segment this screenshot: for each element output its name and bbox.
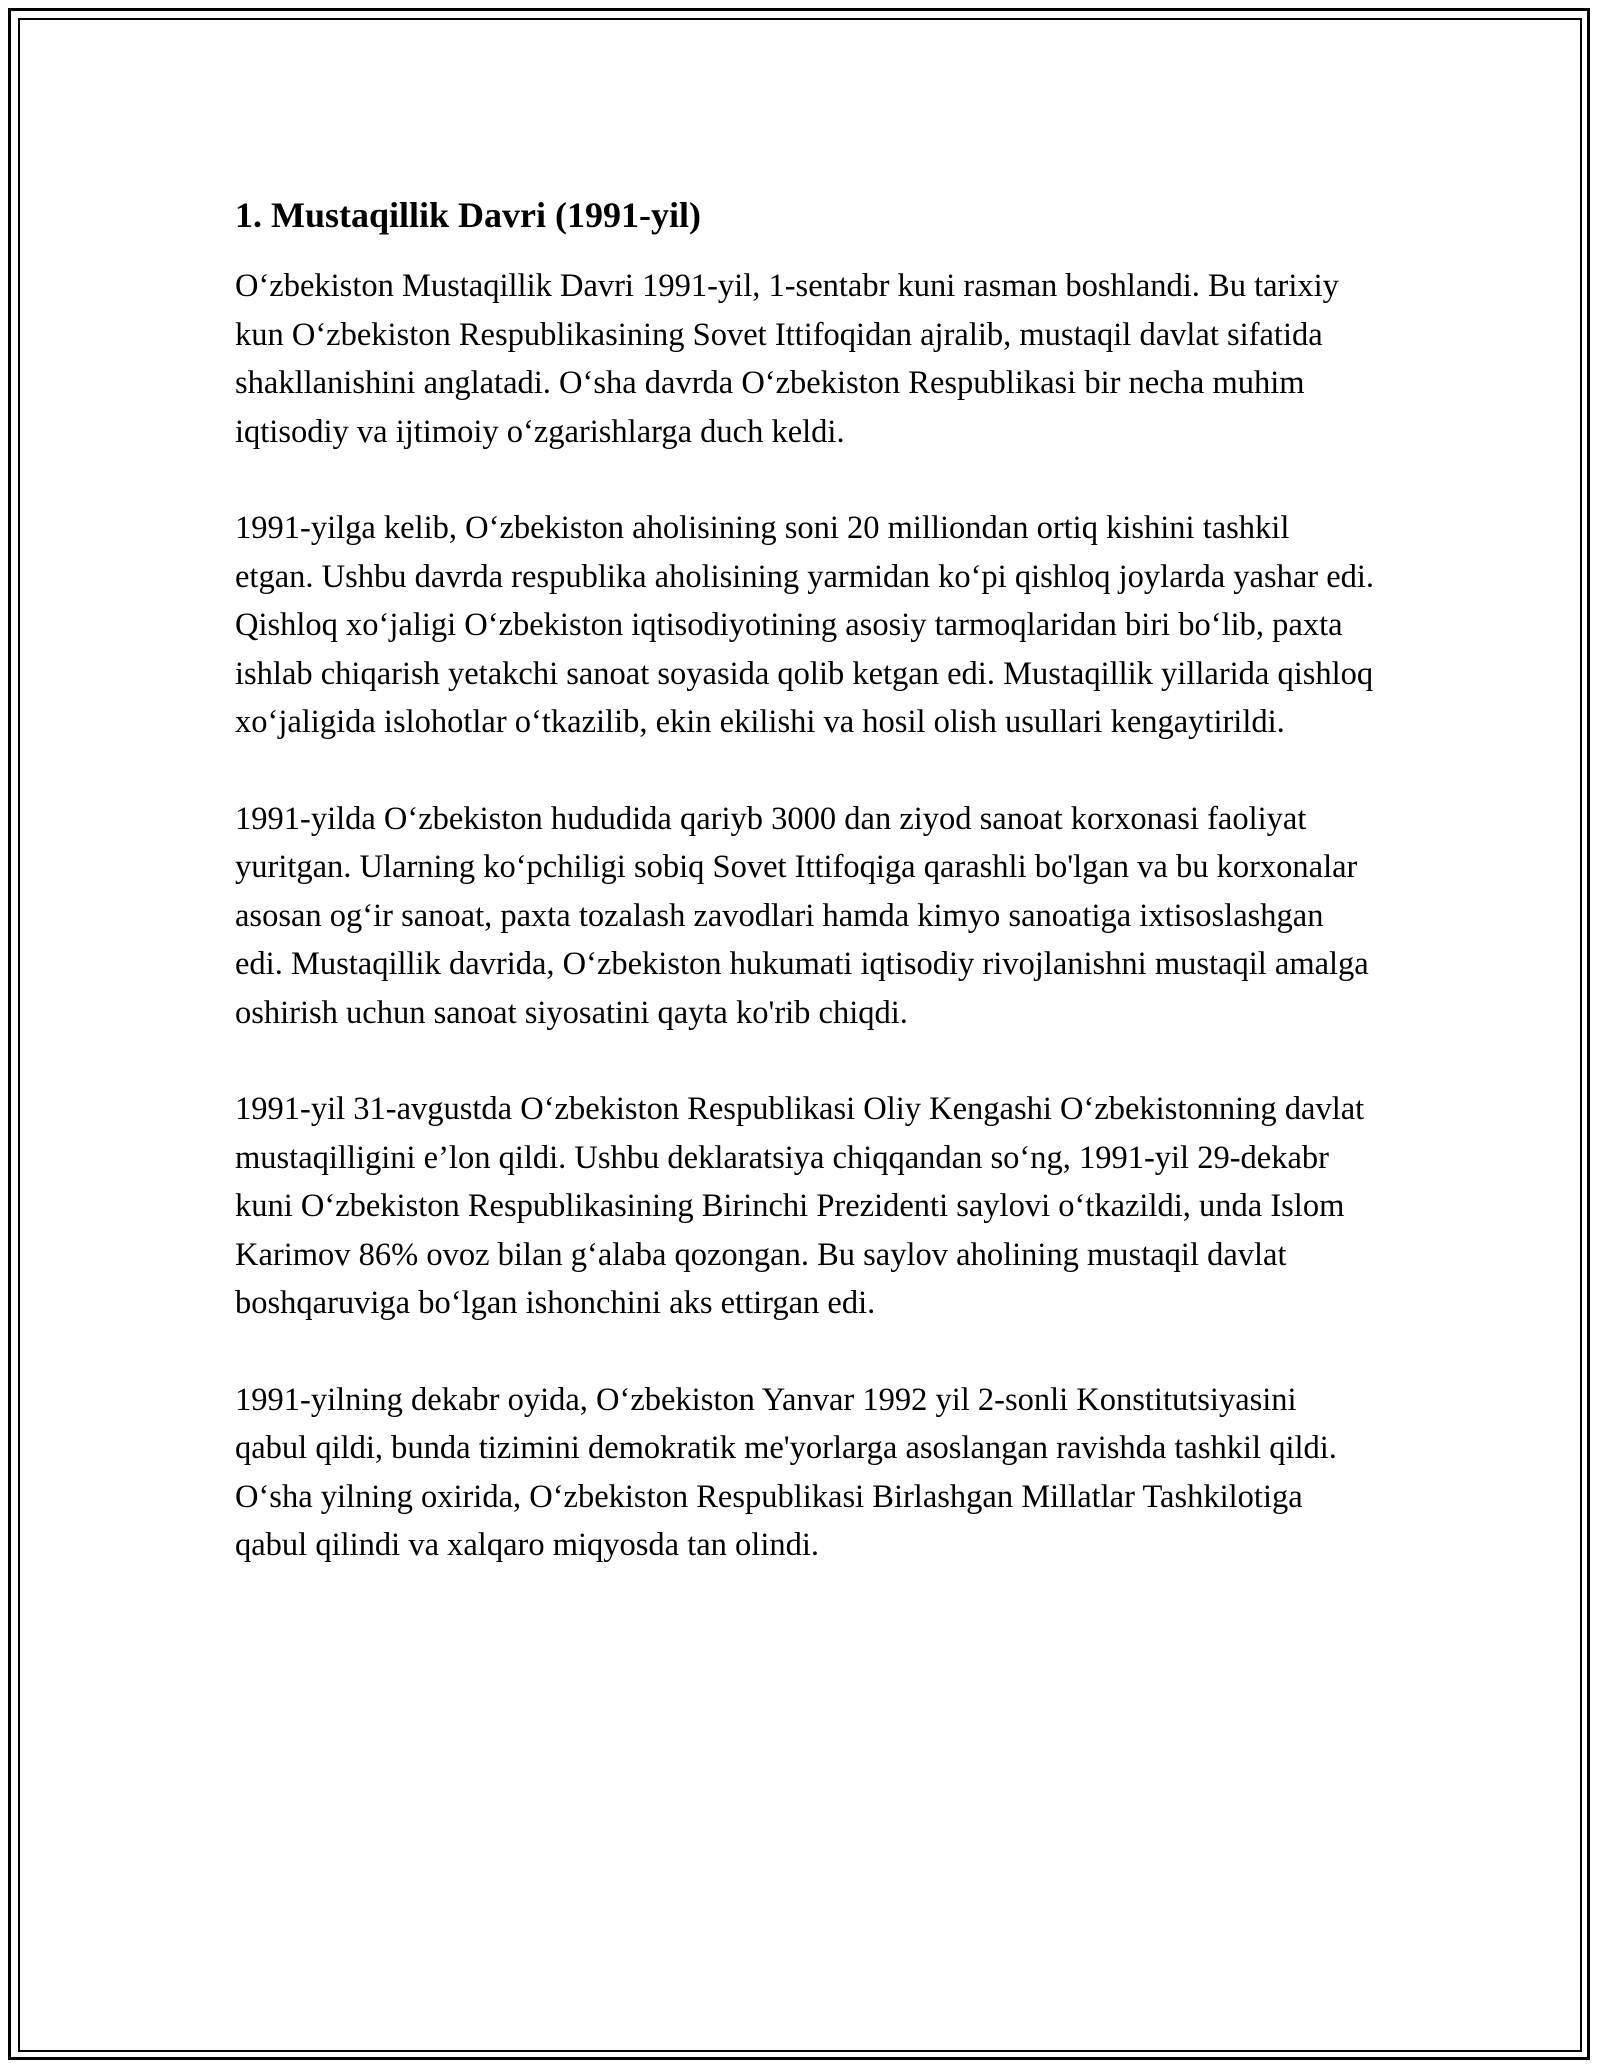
- paragraph-1: O‘zbekiston Mustaqillik Davri 1991-yil, 1-sentabr kuni rasman boshlandi. Bu tarixiy kun O‘zbekiston Respublikasining Sovet Ittifoqidan ajralib, mustaqil davlat sifatida shakllanishini anglatadi. O‘sha davrda O‘zbekiston Respublikasi bir necha muhim iqtisodiy va ijtimoiy o‘zgarishlarga duch keldi.: [235, 268, 1339, 450]
- document-body: [235, 190, 1375, 1618]
- paragraph-5: 1991-yilning dekabr oyida, O‘zbekiston Yanvar 1992 yil 2-sonli Konstitutsiyasini qabul qildi, bunda tizimini demokratik me'yorlarga asoslangan ravishda tashkil qildi. O‘sha yilning oxirida, O‘zbekiston Respublikasi Birlashgan Millatlar Tashkilotiga qabul qilindi va xalqaro miqyosda tan olindi.: [235, 1381, 1337, 1563]
- paragraph-2: 1991-yilga kelib, O‘zbekiston aholisining soni 20 milliondan ortiq kishini tashkil etgan. Ushbu davrda respublika aholisining yarmidan ko‘pi qishloq joylarda yashar edi. Qishloq xo‘jaligi O‘zbekiston iqtisodiyotining asosiy tarmoqlaridan biri bo‘lib, paxta ishlab chiqarish yetakchi sanoat soyasida qolib ketgan edi. Mustaqillik yillarida qishloq xo‘jaligida islohotlar o‘tkazilib, ekin ekilishi va hosil olish usullari kengaytirildi.: [235, 510, 1375, 740]
- section-title: 1. Mustaqillik Davri (1991-yil): [235, 195, 701, 235]
- paragraph-4: 1991-yil 31-avgustda O‘zbekiston Respublikasi Oliy Kengashi O‘zbekistonning davlat mustaqilligini e’lon qildi. Ushbu deklaratsiya chiqqandan so‘ng, 1991-yil 29-dekabr kuni O‘zbekiston Respublikasining Birinchi Prezidenti saylovi o‘tkazildi, unda Islom Karimov 86% ovoz bilan g‘alaba qozongan. Bu saylov aholining mustaqil davlat boshqaruviga bo‘lgan ishonchini aks ettirgan edi.: [235, 1091, 1365, 1321]
- paragraph-3: 1991-yilda O‘zbekiston hududida qariyb 3000 dan ziyod sanoat korxonasi faoliyat yuritgan. Ularning ko‘pchiligi sobiq Sovet Ittifoqiga qarashli bo'lgan va bu korxonalar asosan og‘ir sanoat, paxta tozalash zavodlari hamda kimyo sanoatiga ixtisoslashgan edi. Mustaqillik davrida, O‘zbekiston hukumati iqtisodiy rivojlanishni mustaqil amalga oshirish uchun sanoat siyosatini qayta ko'rib chiqdi.: [235, 800, 1369, 1031]
